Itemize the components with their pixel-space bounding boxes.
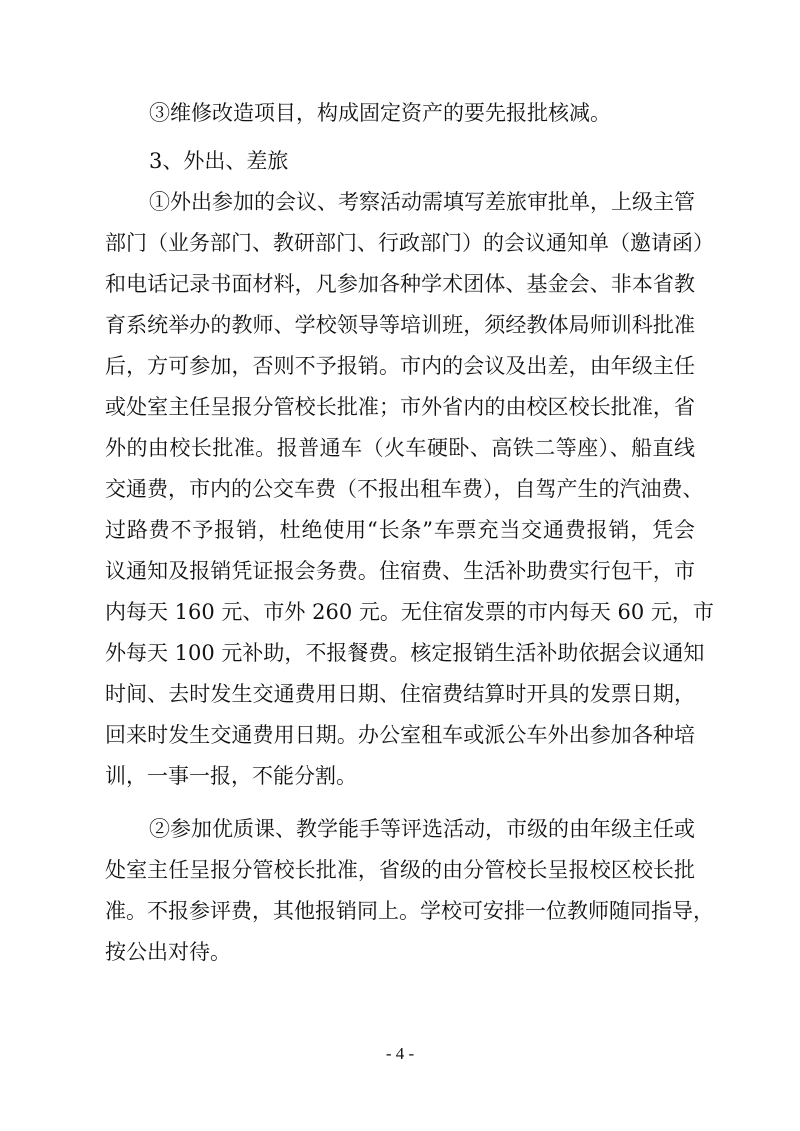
- text-line-transport: 外的由校长批准。报普通车（火车硬卧、高铁二等座）、船直线: [105, 436, 695, 460]
- text-line-fares: 交通费，市内的公交车费（不报出租车费），自驾产生的汽油费、: [105, 477, 704, 501]
- text-line-competition-fees: 准。不报参评费，其他报销同上。学校可安排一位教师随同指导，: [105, 899, 714, 923]
- text-line-departments: 部门（业务部门、教研部门、行政部门）的会议通知单（邀请函）: [105, 231, 714, 255]
- text-line-competition-approval: 处室主任呈报分管校长批准，省级的由分管校长呈报校区校长批: [105, 858, 695, 882]
- text-line-daily-rates: 内每天 160 元、市外 260 元。无住宿发票的市内每天 60 元，市: [105, 600, 714, 624]
- text-line-approval: 或处室主任呈报分管校长批准；市外省内的由校区校长批准，省: [105, 395, 695, 419]
- text-line-materials: 和电话记录书面材料，凡参加各种学术团体、基金会、非本省教: [105, 272, 695, 296]
- text-line-dates: 时间、去时发生交通费用日期、住宿费结算时开具的发票日期，: [105, 682, 695, 706]
- page-number: - 4 -: [385, 1044, 415, 1063]
- section-heading-travel: 3、外出、差旅: [149, 149, 289, 173]
- text-line-allowance: 外每天 100 元补助，不报餐费。核定报销生活补助依据会议通知: [105, 641, 705, 665]
- text-line-official-duty: 按公出对待。: [105, 940, 231, 964]
- text-line-training: 育系统举办的教师、学校领导等培训班，须经教体局师训科批准: [105, 313, 695, 337]
- text-line-maintenance: ③维修改造项目，构成固定资产的要先报批核减。: [149, 101, 611, 125]
- text-line-competition: ②参加优质课、教学能手等评选活动，市级的由年级主任或: [149, 817, 695, 841]
- text-line-tickets: 过路费不予报销，杜绝使用“长条”车票充当交通费报销，凭会: [105, 518, 695, 542]
- text-line-travel-approval: ①外出参加的会议、考察活动需填写差旅审批单，上级主管: [149, 190, 695, 214]
- text-line-accommodation: 议通知及报销凭证报会务费。住宿费、生活补助费实行包干，市: [105, 559, 695, 583]
- text-line-reimbursement: 后，方可参加，否则不予报销。市内的会议及出差，由年级主任: [105, 354, 695, 378]
- text-line-return: 回来时发生交通费用日期。办公室租车或派公车外出参加各种培: [105, 723, 695, 747]
- text-line-report-each: 训，一事一报，不能分割。: [105, 764, 357, 788]
